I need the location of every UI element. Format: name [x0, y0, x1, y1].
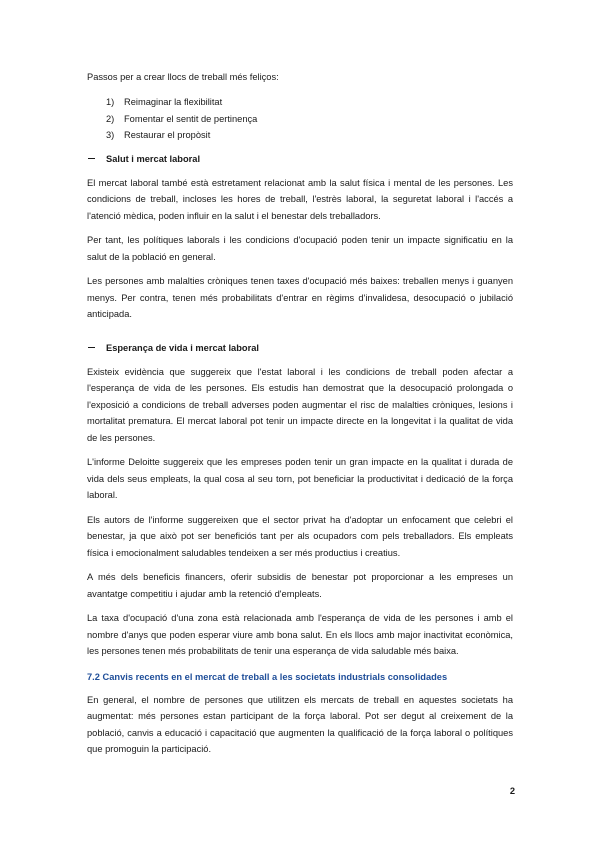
- list-item-number: 3): [106, 130, 115, 140]
- paragraph: Els autors de l'informe suggereixen que el sector privat ha d'adoptar un enfocament que celebri el benestar, ja que això pot ser beneficiós tant per als ocupadors com pels treballadors. Els empleats física i emocionalment saludables tendeixen a ser més productius i creatius.: [87, 514, 513, 558]
- list-item: [106, 127, 513, 144]
- list-item-text: Restaurar el propòsit: [124, 130, 211, 140]
- paragraph: Existeix evidència que suggereix que l'estat laboral i les condicions de treball poden afectar a l'esperança de vida de les persones. Els estudis han demostrat que la desocupació prolongada o l'exposició a condicions de treball adverses poden augmentar el risc de malalties cròniques, lesions i mortalitat prematura. El mercat laboral pot tenir un impacte directe en la longevitat i la qualitat de vida de les persones.: [87, 366, 513, 443]
- dash-bullet-icon: [88, 347, 95, 348]
- subheading-text: Esperança de vida i mercat laboral: [106, 342, 259, 353]
- subheading-esperanca: [87, 341, 513, 355]
- page-number: 2: [509, 786, 515, 796]
- list-item: [106, 94, 513, 111]
- section-heading: 7.2 Canvis recents en el mercat de treball a les societats industrials consolidades: [87, 671, 448, 682]
- dash-bullet-icon: [88, 158, 95, 159]
- paragraph: Per tant, les polítiques laborals i les condicions d'ocupació poden tenir un impacte significatiu en la salut de la població en general.: [87, 235, 513, 262]
- paragraph: El mercat laboral també està estretament relacionat amb la salut física i mental de les persones. Les condicions de treball, incloses les hores de treball, l'estrès laboral, la seguretat laboral i l'accés a l'atenció mèdica, poden influir en la salut i el benestar dels treballadors.: [87, 177, 513, 221]
- paragraph: L'informe Deloitte suggereix que les empreses poden tenir un gran impacte en la qualitat i durada de vida dels seus empleats, la qual cosa al seu torn, pot beneficiar la productivitat i dedicació de la força laboral.: [87, 457, 513, 500]
- list-item-text: Fomentar el sentit de pertinença: [124, 113, 258, 124]
- subheading-text: Salut i mercat laboral: [106, 153, 201, 164]
- paragraph: En general, el nombre de persones que utilitzen els mercats de treball en aquestes societats ha augmentat: més persones estan participant de la força laboral. Pot ser degut al creixement de la població, canvis a educació i capacitació que augmenten la qualificació de la força laboral o polítiques que promoguin la participació.: [87, 694, 513, 754]
- paragraph: La taxa d'ocupació d'una zona està relacionada amb l'esperança de vida de les persones i amb el nombre d'anys que poden esperar viure amb bona salut. En els llocs amb major inactivitat econòmica, les persones tenen més probabilitats de tenir una esperança de vida saludable més baixa.: [87, 613, 513, 656]
- list-item-number: 2): [106, 113, 115, 124]
- paragraph: A més dels beneficis financers, oferir subsidis de benestar pot proporcionar a les empreses un avantatge competitiu i ajudar amb la retenció d'empleats.: [87, 572, 513, 599]
- steps-list: [87, 94, 513, 144]
- intro-line: Passos per a crear llocs de treball més feliços:: [87, 72, 279, 82]
- list-item-number: 1): [106, 97, 115, 107]
- subheading-salut: [87, 152, 513, 166]
- list-item-text: Reimaginar la flexibilitat: [124, 97, 223, 107]
- list-item: [106, 111, 513, 128]
- paragraph: Les persones amb malalties cròniques tenen taxes d'ocupació més baixes: treballen menys i guanyen menys. Per contra, tenen més probabilitats d'entrar en règims d'invalidesa, desocupació o jubilació anticipada.: [87, 276, 513, 319]
